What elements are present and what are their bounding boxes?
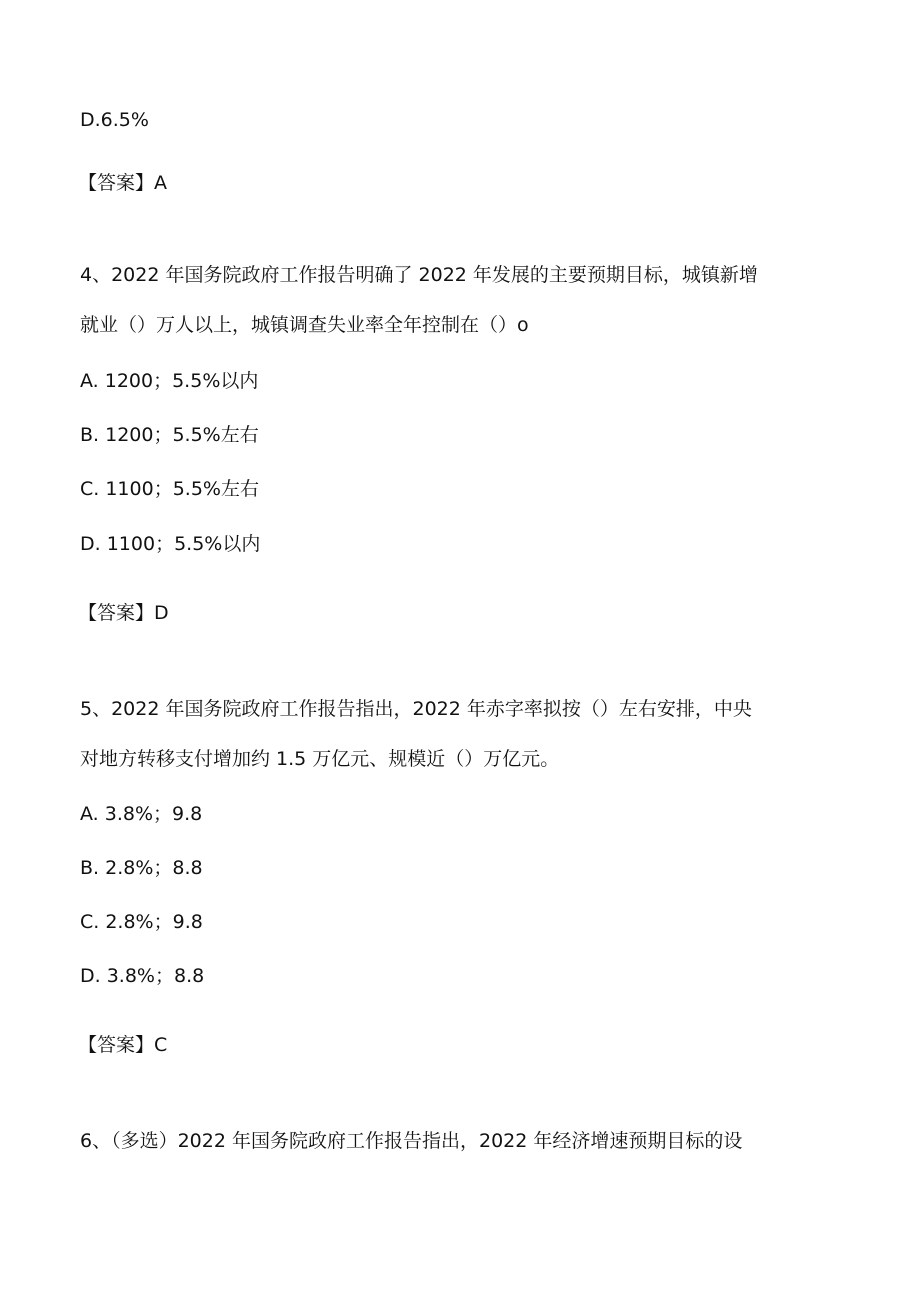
q5-option-b: B. 2.8%；8.8 bbox=[80, 857, 203, 879]
q5-question-line2: 对地方转移支付增加约 1.5 万亿元、规模近（）万亿元。 bbox=[80, 748, 560, 770]
q5-option-c: C. 2.8%；9.8 bbox=[80, 911, 203, 933]
q5-question-line1: 5、2022 年国务院政府工作报告指出，2022 年赤字率拟按（）左右安排，中央 bbox=[80, 698, 752, 720]
q3-answer: 【答案】A bbox=[78, 172, 167, 194]
q5-option-a: A. 3.8%；9.8 bbox=[80, 803, 203, 825]
q4-question-line1: 4、2022 年国务院政府工作报告明确了 2022 年发展的主要预期目标，城镇新增 bbox=[80, 264, 758, 286]
q5-answer: 【答案】C bbox=[78, 1034, 168, 1056]
q4-question-line2: 就业（）万人以上，城镇调查失业率全年控制在（）o bbox=[80, 314, 529, 336]
q6-question-line1: 6、（多选）2022 年国务院政府工作报告指出，2022 年经济增速预期目标的设 bbox=[80, 1130, 743, 1152]
q5-option-d: D. 3.8%；8.8 bbox=[80, 965, 205, 987]
q4-answer: 【答案】D bbox=[78, 602, 169, 624]
q4-option-a: A. 1200；5.5%以内 bbox=[80, 370, 259, 392]
q4-option-d: D. 1100；5.5%以内 bbox=[80, 533, 261, 555]
q4-option-c: C. 1100；5.5%左右 bbox=[80, 478, 259, 500]
q3-option-d: D.6.5% bbox=[80, 109, 149, 131]
q4-option-b: B. 1200；5.5%左右 bbox=[80, 424, 259, 446]
